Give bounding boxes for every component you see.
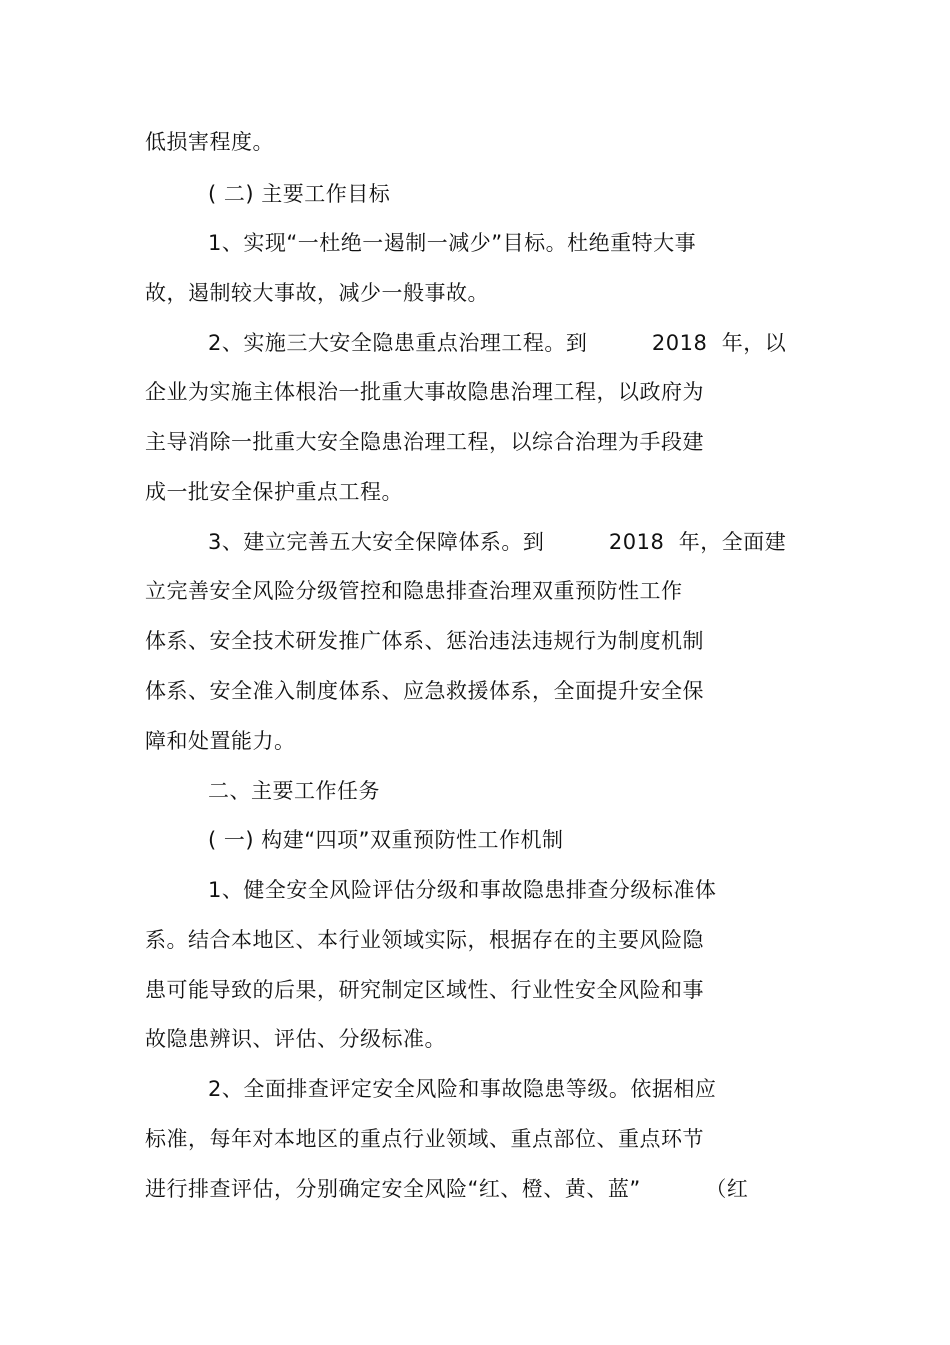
section-heading: ( 一) 构建“四项”双重预防性工作机制 [208, 828, 564, 852]
text-line: 立完善安全风险分级管控和隐患排查治理双重预防性工作 [145, 579, 683, 603]
text-line: 体系、安全准入制度体系、应急救援体系，全面提升安全保 [145, 679, 704, 703]
text-line: 体系、安全技术研发推广体系、惩治违法违规行为制度机制 [145, 629, 704, 653]
text-line: 2、全面排查评定安全风险和事故隐患等级。依据相应 [208, 1077, 717, 1101]
text-line: 障和处置能力。 [145, 729, 296, 753]
text-line: 主导消除一批重大安全隐患治理工程，以综合治理为手段建 [145, 430, 704, 454]
text-line: 低损害程度。 [145, 130, 274, 154]
text-line: 成一批安全保护重点工程。 [145, 480, 403, 504]
text-line: 进行排查评估，分别确定安全风险“红、橙、黄、蓝” （红 [145, 1177, 749, 1201]
text-line: 系。结合本地区、本行业领域实际，根据存在的主要风险隐 [145, 928, 704, 952]
text-line: 故，遏制较大事故，减少一般事故。 [145, 281, 489, 305]
text-line: 患可能导致的后果，研究制定区域性、行业性安全风险和事 [145, 978, 704, 1002]
section-heading: ( 二) 主要工作目标 [208, 182, 391, 206]
text-line: 2、实施三大安全隐患重点治理工程。到 2018 年，以 [208, 331, 787, 355]
text-line: 1、健全安全风险评估分级和事故隐患排查分级标准体 [208, 878, 717, 902]
chapter-heading: 二、主要工作任务 [208, 779, 380, 803]
text-line: 企业为实施主体根治一批重大事故隐患治理工程，以政府为 [145, 380, 704, 404]
text-line: 3、建立完善五大安全保障体系。到 2018 年，全面建 [208, 530, 787, 554]
text-line: 标准，每年对本地区的重点行业领域、重点部位、重点环节 [145, 1127, 704, 1151]
text-line: 故隐患辨识、评估、分级标准。 [145, 1027, 446, 1051]
text-line: 1、实现“一杜绝一遏制一减少”目标。杜绝重特大事 [208, 231, 697, 255]
